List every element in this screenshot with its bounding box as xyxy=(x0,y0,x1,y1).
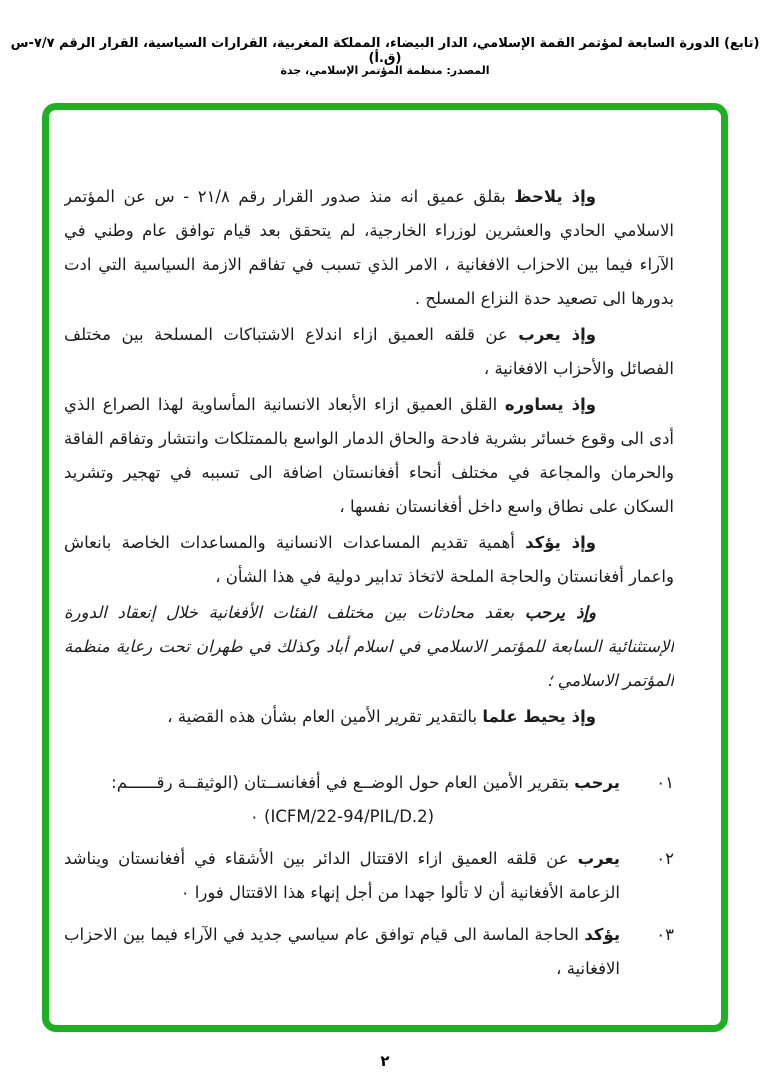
paragraph-text: عن قلقه العميق ازاء اندلاع الاشتباكات المسلحة بين مختلف الفصائل والأحزاب الافغانية ، xyxy=(64,325,674,378)
item-number: ٠٢ xyxy=(656,849,674,868)
item-lead: يعرب xyxy=(577,849,620,868)
paragraph-text: بعقد محادثات بين مختلف الفئات الأفغانية خلال إنعقاد الدورة الإستثنائية السابعة للمؤتمر الاسلامي في اسلام أباد وكذلك في طهران تحت رعاية منظمة المؤتمر الاسلامي ؛ xyxy=(64,603,674,690)
document-title: (تابع) الدورة السابعة لمؤتمر القمة الإسلامي، الدار البيضاء، المملكة المغربية، القرارات السياسية، القرار الرقم ٧/٧-س (ق.أ) xyxy=(10,36,760,66)
document-body xyxy=(64,180,674,1005)
item-lead: يرحب xyxy=(574,773,620,792)
paragraph-text: بالتقدير تقرير الأمين العام بشأن هذه القضية ، xyxy=(167,707,478,726)
item-body xyxy=(64,918,620,986)
paragraph xyxy=(64,318,674,386)
paragraph-text: بقلق عميق انه منذ صدور القرار رقم ٢١/٨ - س عن المؤتمر الاسلامي الحادي والعشرين لوزراء الخارجية، لم يتحقق بعد قيام توافق عام وطني في الآراء فيما بين الاحزاب الافغانية ، الامر الذي تسبب في تفاقم الازمة السياسية التي ادت بدورها الى تصعيد حدة النزاع المسلح . xyxy=(64,187,674,308)
numbered-list xyxy=(64,766,674,986)
paragraph xyxy=(64,180,674,316)
paragraph xyxy=(64,526,674,594)
paragraph-text: القلق العميق ازاء الأبعاد الانسانية المأساوية لهذا الصراع الذي أدى الى وقوع خسائر بشرية فادحة والحاق الدمار الواسع بالممتلكات وانتشار وتفاقم الفاقة والحرمان والمجاعة في مختلف أنحاء أفغانستان اضافة الى تسببه في تهجير وتشريد السكان على نطاق واسع داخل أفغانستان نفسها ، xyxy=(64,395,674,516)
paragraph-lead: وإذ يعرب xyxy=(518,325,596,344)
item-number: ٠١ xyxy=(656,773,674,792)
item-lead: يؤكد xyxy=(584,925,621,944)
paragraph-text: أهمية تقديم المساعدات الانسانية والمساعدات الخاصة بانعاش واعمار أفغانستان والحاجة الملحة لاتخاذ تدابير دولية في هذا الشأن ، xyxy=(64,533,674,586)
paragraph-lead: وإذ يؤكد xyxy=(525,533,596,552)
list-item xyxy=(64,918,674,986)
item-body xyxy=(64,842,620,910)
paragraph xyxy=(64,388,674,524)
list-item xyxy=(64,842,674,910)
item-number: ٠٣ xyxy=(656,925,674,944)
item-text: بتقرير الأمين العام حول الوضــع في أفغانســتان (الوثيقــة رقــــــم: xyxy=(111,773,569,792)
document-frame xyxy=(42,103,728,1032)
document-reference: (ICFM/22-94/PIL/D.2) ٠ xyxy=(249,807,435,826)
paragraph-lead: وإذ يرحب xyxy=(524,603,596,622)
paragraph-lead: وإذ يلاحظ xyxy=(514,187,597,206)
paragraph xyxy=(64,700,674,734)
paragraph-lead: وإذ يحيط علما xyxy=(482,707,596,726)
document-source: المصدر: منظمة المؤتمر الإسلامي، جدة xyxy=(280,64,490,77)
item-text: عن قلقه العميق ازاء الاقتتال الدائر بين الأشقاء في أفغانستان ويناشد الزعامة الأفغانية أن لا تألوا جهدا من أجل إنهاء هذا الاقتتال فورا ٠ xyxy=(64,849,620,902)
item-text: الحاجة الماسة الى قيام توافق عام سياسي جديد في الآراء فيما بين الاحزاب الافغانية ، xyxy=(64,925,620,978)
list-item xyxy=(64,766,674,834)
paragraph-lead: وإذ يساوره xyxy=(504,395,597,414)
page-number: ٢ xyxy=(380,1052,390,1070)
paragraph xyxy=(64,596,674,698)
item-body xyxy=(64,766,620,834)
